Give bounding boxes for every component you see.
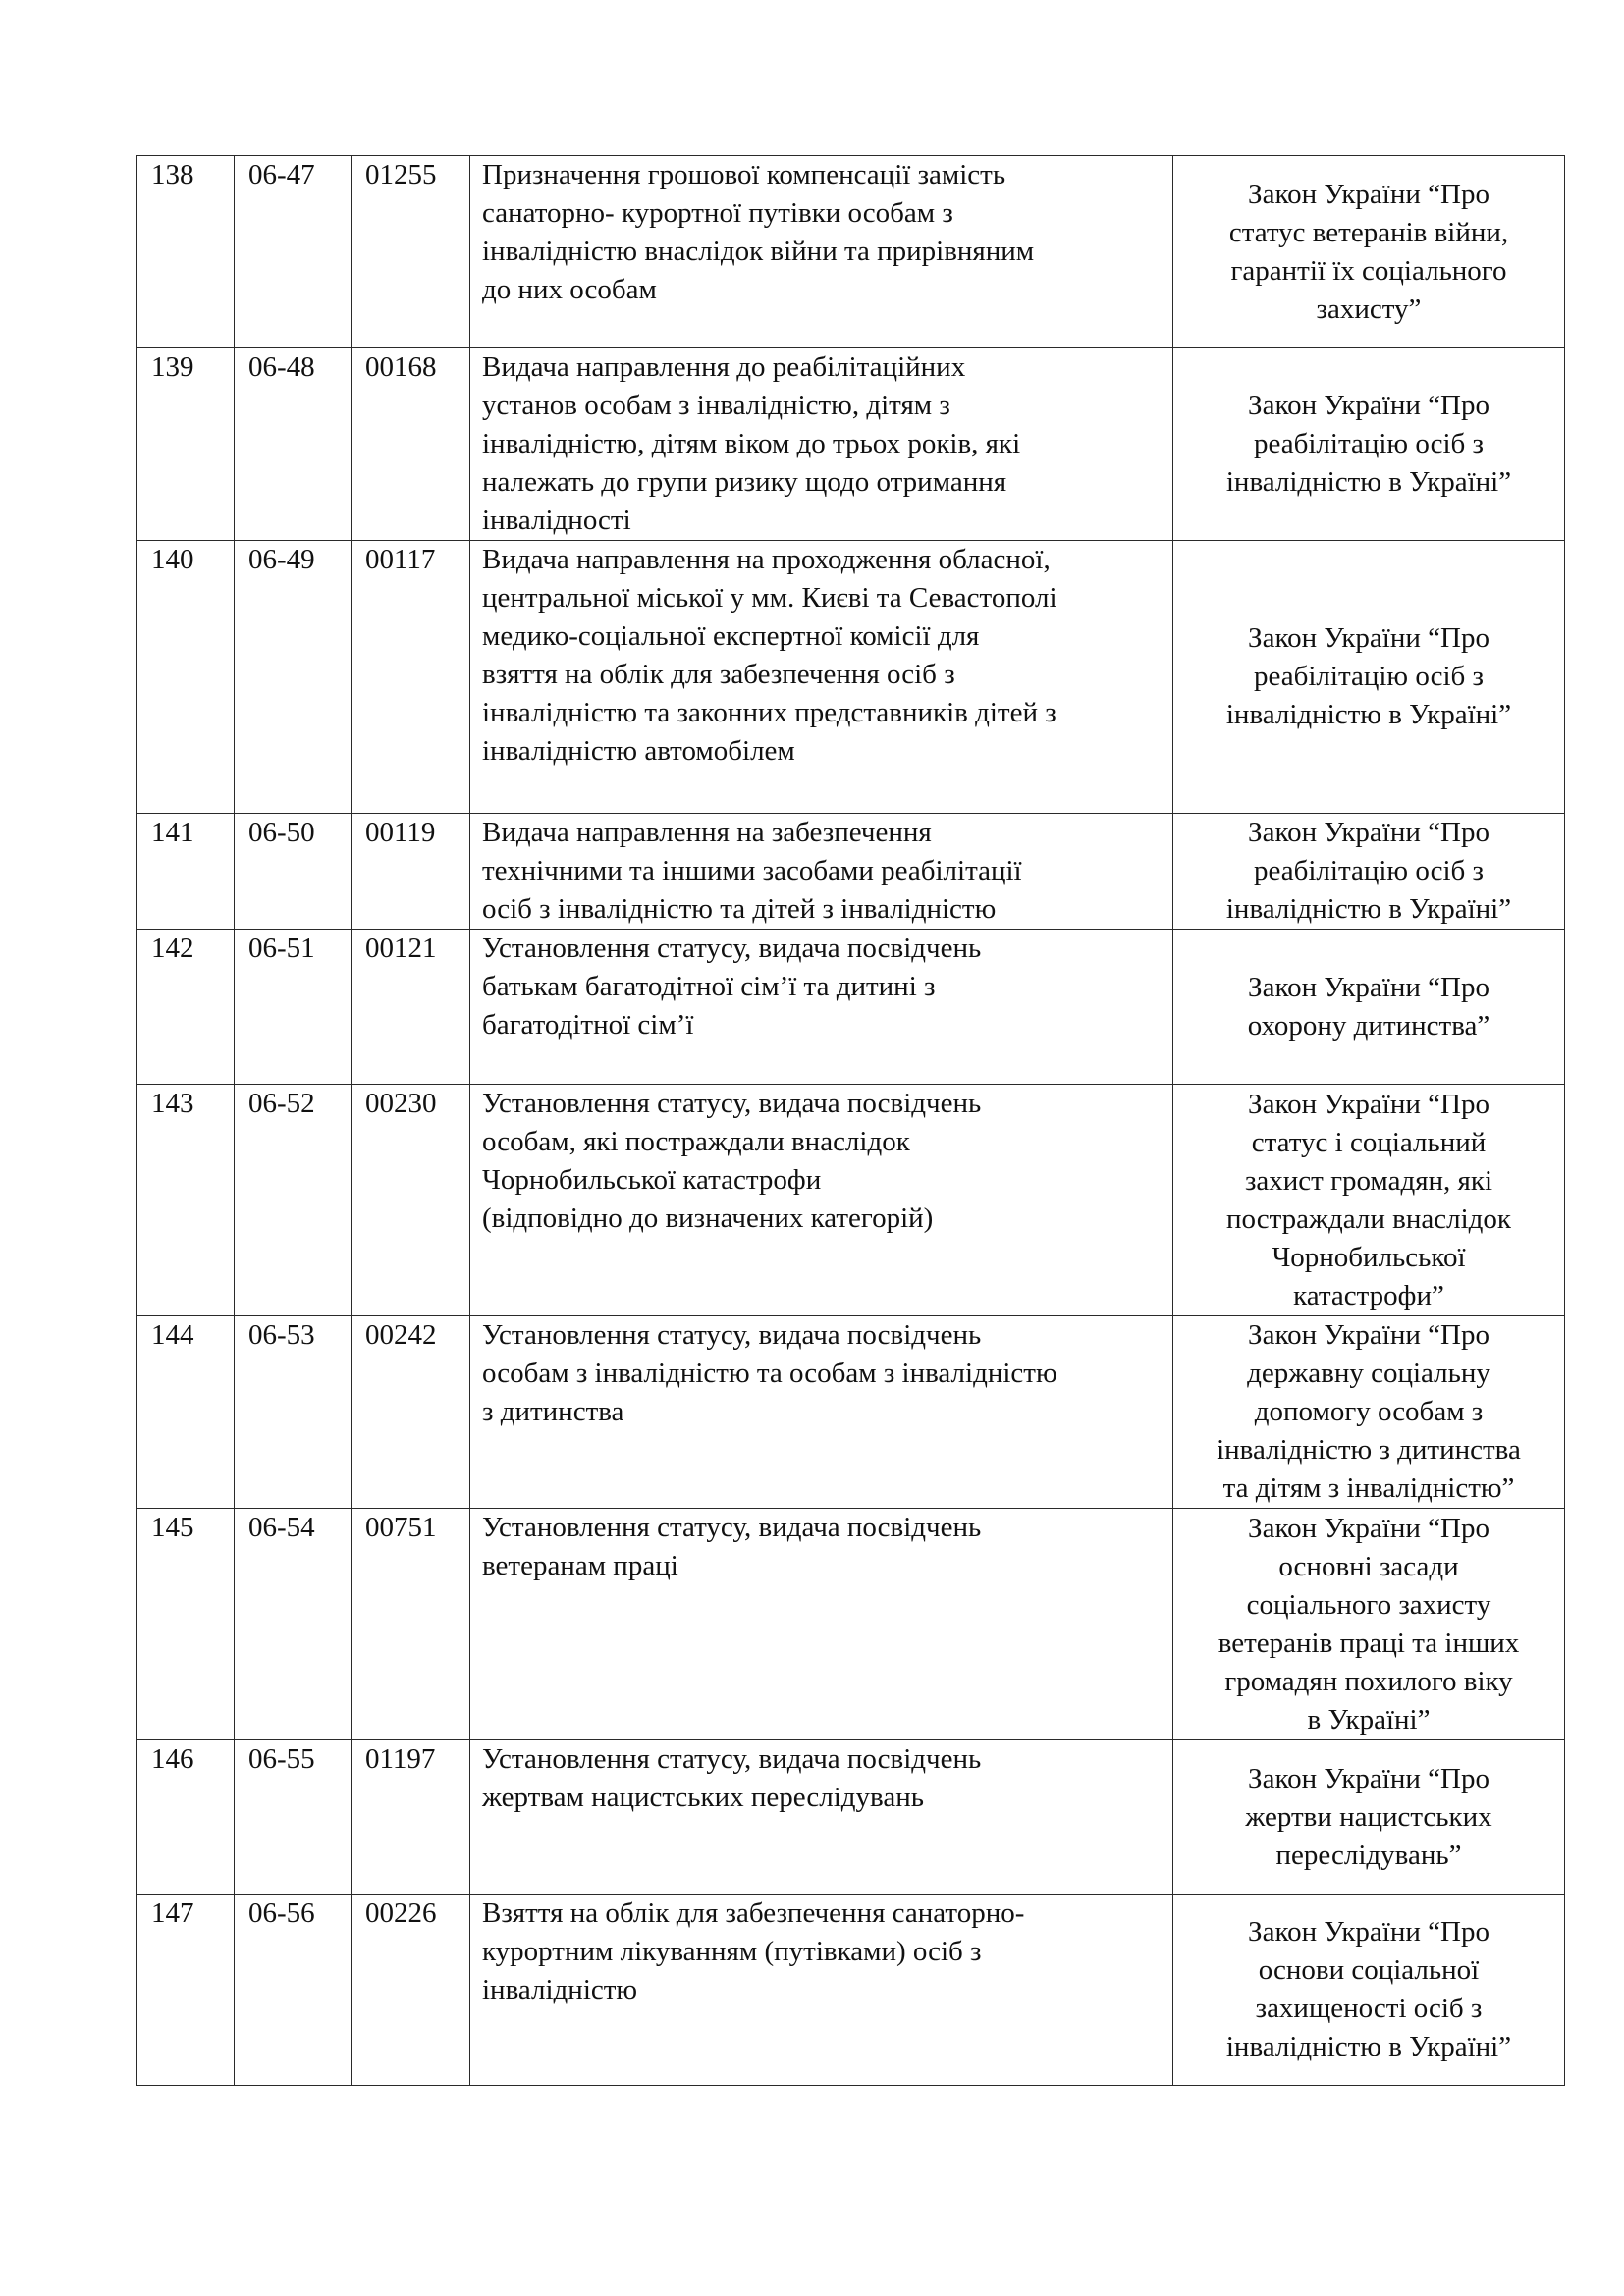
service-description — [470, 814, 1173, 930]
legal-basis-text: Закон України “Про реабілітацію осіб з інвалідністю в Україні” — [1225, 817, 1512, 925]
legal-basis-text: Закон України “Про основні засади соціального захисту ветеранів праці та інших громадян похилого віку в Україні” — [1218, 1512, 1520, 1735]
row-number-text: 147 — [151, 1897, 194, 1929]
row-number-text: 139 — [151, 351, 194, 383]
service-code — [235, 348, 352, 541]
legal-basis — [1173, 1085, 1565, 1316]
row-number — [137, 814, 235, 930]
service-id-text: 00168 — [365, 351, 437, 383]
service-id — [352, 814, 470, 930]
service-id — [352, 930, 470, 1085]
service-id-text: 00117 — [365, 544, 436, 575]
row-number — [137, 1509, 235, 1740]
row-number-text: 141 — [151, 817, 194, 848]
row-number-text: 143 — [151, 1088, 194, 1119]
service-id — [352, 1509, 470, 1740]
table-row — [137, 1085, 1565, 1316]
service-code-text: 06-53 — [248, 1319, 315, 1351]
legal-basis — [1173, 156, 1565, 348]
table-row — [137, 156, 1565, 348]
service-id-text: 00751 — [365, 1512, 437, 1543]
service-code — [235, 156, 352, 348]
service-description-text: Призначення грошової компенсації замість санаторно- курортної путівки особам з інвалідністю внаслідок війни та прирівняним до них особам — [482, 159, 1035, 305]
service-id — [352, 1740, 470, 1895]
table-row — [137, 541, 1565, 814]
service-description — [470, 541, 1173, 814]
legal-basis — [1173, 1316, 1565, 1509]
legal-basis — [1173, 1740, 1565, 1895]
service-code-text: 06-55 — [248, 1743, 315, 1775]
service-code — [235, 1085, 352, 1316]
legal-basis-text: Закон України “Про основи соціальної захищеності осіб з інвалідністю в Україні” — [1225, 1916, 1512, 2062]
legal-basis-text: Закон України “Про статус ветеранів війни, гарантії їх соціального захисту” — [1228, 178, 1509, 325]
table-row — [137, 1740, 1565, 1895]
service-description-text: Видача направлення до реабілітаційних установ особам з інвалідністю, дітям з інвалідністю, дітям віком до трьох років, які належать до групи ризику щодо отримання інвалідності — [482, 351, 1021, 536]
service-id-text: 00121 — [365, 933, 437, 964]
service-code — [235, 1509, 352, 1740]
service-id-text: 00119 — [365, 817, 436, 848]
row-number — [137, 348, 235, 541]
table-row — [137, 1316, 1565, 1509]
service-id — [352, 1895, 470, 2086]
row-number-text: 145 — [151, 1512, 194, 1543]
row-number — [137, 930, 235, 1085]
service-id-text: 01255 — [365, 159, 437, 190]
table-row — [137, 930, 1565, 1085]
row-number — [137, 1316, 235, 1509]
service-code — [235, 541, 352, 814]
legal-basis-text: Закон України “Про жертви нацистських переслідувань” — [1245, 1762, 1492, 1871]
row-number — [137, 1895, 235, 2086]
service-id-text: 00242 — [365, 1319, 437, 1351]
table-row — [137, 1895, 1565, 2086]
service-description — [470, 930, 1173, 1085]
service-id — [352, 1316, 470, 1509]
service-description-text: Взяття на облік для забезпечення санаторно- курортним лікуванням (путівками) осіб з інвалідністю — [482, 1897, 1025, 2005]
service-code — [235, 1316, 352, 1509]
service-description — [470, 1085, 1173, 1316]
row-number-text: 140 — [151, 544, 194, 575]
row-number — [137, 1740, 235, 1895]
service-id-text: 01197 — [365, 1743, 436, 1775]
service-code — [235, 1895, 352, 2086]
row-number-text: 146 — [151, 1743, 194, 1775]
legal-basis — [1173, 541, 1565, 814]
service-id — [352, 541, 470, 814]
row-number-text: 142 — [151, 933, 194, 964]
service-code-text: 06-51 — [248, 933, 315, 964]
table-row — [137, 814, 1565, 930]
service-description-text: Установлення статусу, видача посвідчень жертвам нацистських переслідувань — [482, 1743, 982, 1813]
service-code-text: 06-50 — [248, 817, 315, 848]
service-code-text: 06-48 — [248, 351, 315, 383]
service-description — [470, 1895, 1173, 2086]
table-row — [137, 1509, 1565, 1740]
row-number-text: 144 — [151, 1319, 194, 1351]
legal-basis-text: Закон України “Про реабілітацію осіб з інвалідністю в Україні” — [1225, 622, 1512, 730]
table-body — [137, 156, 1565, 2086]
service-code-text: 06-52 — [248, 1088, 315, 1119]
service-id — [352, 156, 470, 348]
table-row — [137, 348, 1565, 541]
row-number-text: 138 — [151, 159, 194, 190]
service-description-text: Установлення статусу, видача посвідчень ветеранам праці — [482, 1512, 982, 1581]
service-code — [235, 814, 352, 930]
row-number — [137, 541, 235, 814]
row-number — [137, 1085, 235, 1316]
legal-basis — [1173, 348, 1565, 541]
service-description-text: Установлення статусу, видача посвідчень особам з інвалідністю та особам з інвалідністю з дитинства — [482, 1319, 1057, 1427]
legal-basis — [1173, 814, 1565, 930]
legal-basis — [1173, 1509, 1565, 1740]
legal-basis-text: Закон України “Про статус і соціальний захист громадян, які постраждали внаслідок Чорнобильської катастрофи” — [1226, 1088, 1511, 1311]
service-code-text: 06-47 — [248, 159, 315, 190]
service-code-text: 06-54 — [248, 1512, 315, 1543]
service-code — [235, 1740, 352, 1895]
legal-basis-text: Закон України “Про охорону дитинства” — [1247, 971, 1490, 1041]
service-description — [470, 1316, 1173, 1509]
service-code-text: 06-49 — [248, 544, 315, 575]
service-description — [470, 156, 1173, 348]
service-description — [470, 348, 1173, 541]
service-code — [235, 930, 352, 1085]
service-code-text: 06-56 — [248, 1897, 315, 1929]
service-id-text: 00230 — [365, 1088, 437, 1119]
services-table — [136, 155, 1565, 2086]
legal-basis-text: Закон України “Про реабілітацію осіб з інвалідністю в Україні” — [1225, 390, 1512, 498]
service-id — [352, 1085, 470, 1316]
service-description — [470, 1740, 1173, 1895]
service-id-text: 00226 — [365, 1897, 437, 1929]
service-description-text: Видача направлення на забезпечення технічними та іншими засобами реабілітації осіб з інвалідністю та дітей з інвалідністю — [482, 817, 1022, 925]
legal-basis-text: Закон України “Про державну соціальну допомогу особам з інвалідністю з дитинства та дітям з інвалідністю” — [1217, 1319, 1521, 1504]
service-description — [470, 1509, 1173, 1740]
legal-basis — [1173, 1895, 1565, 2086]
legal-basis — [1173, 930, 1565, 1085]
service-id — [352, 348, 470, 541]
service-description-text: Установлення статусу, видача посвідчень особам, які постраждали внаслідок Чорнобильської катастрофи (відповідно до визначених категорій) — [482, 1088, 982, 1234]
service-description-text: Видача направлення на проходження обласної, центральної міської у мм. Києві та Севастополі медико-соціальної експертної комісії для взяття на облік для забезпечення осіб з інвалідністю та законних представників дітей з інвалідністю автомобілем — [482, 544, 1057, 767]
row-number — [137, 156, 235, 348]
service-description-text: Установлення статусу, видача посвідчень батькам багатодітної сім’ї та дитині з багатодітної сім’ї — [482, 933, 982, 1041]
